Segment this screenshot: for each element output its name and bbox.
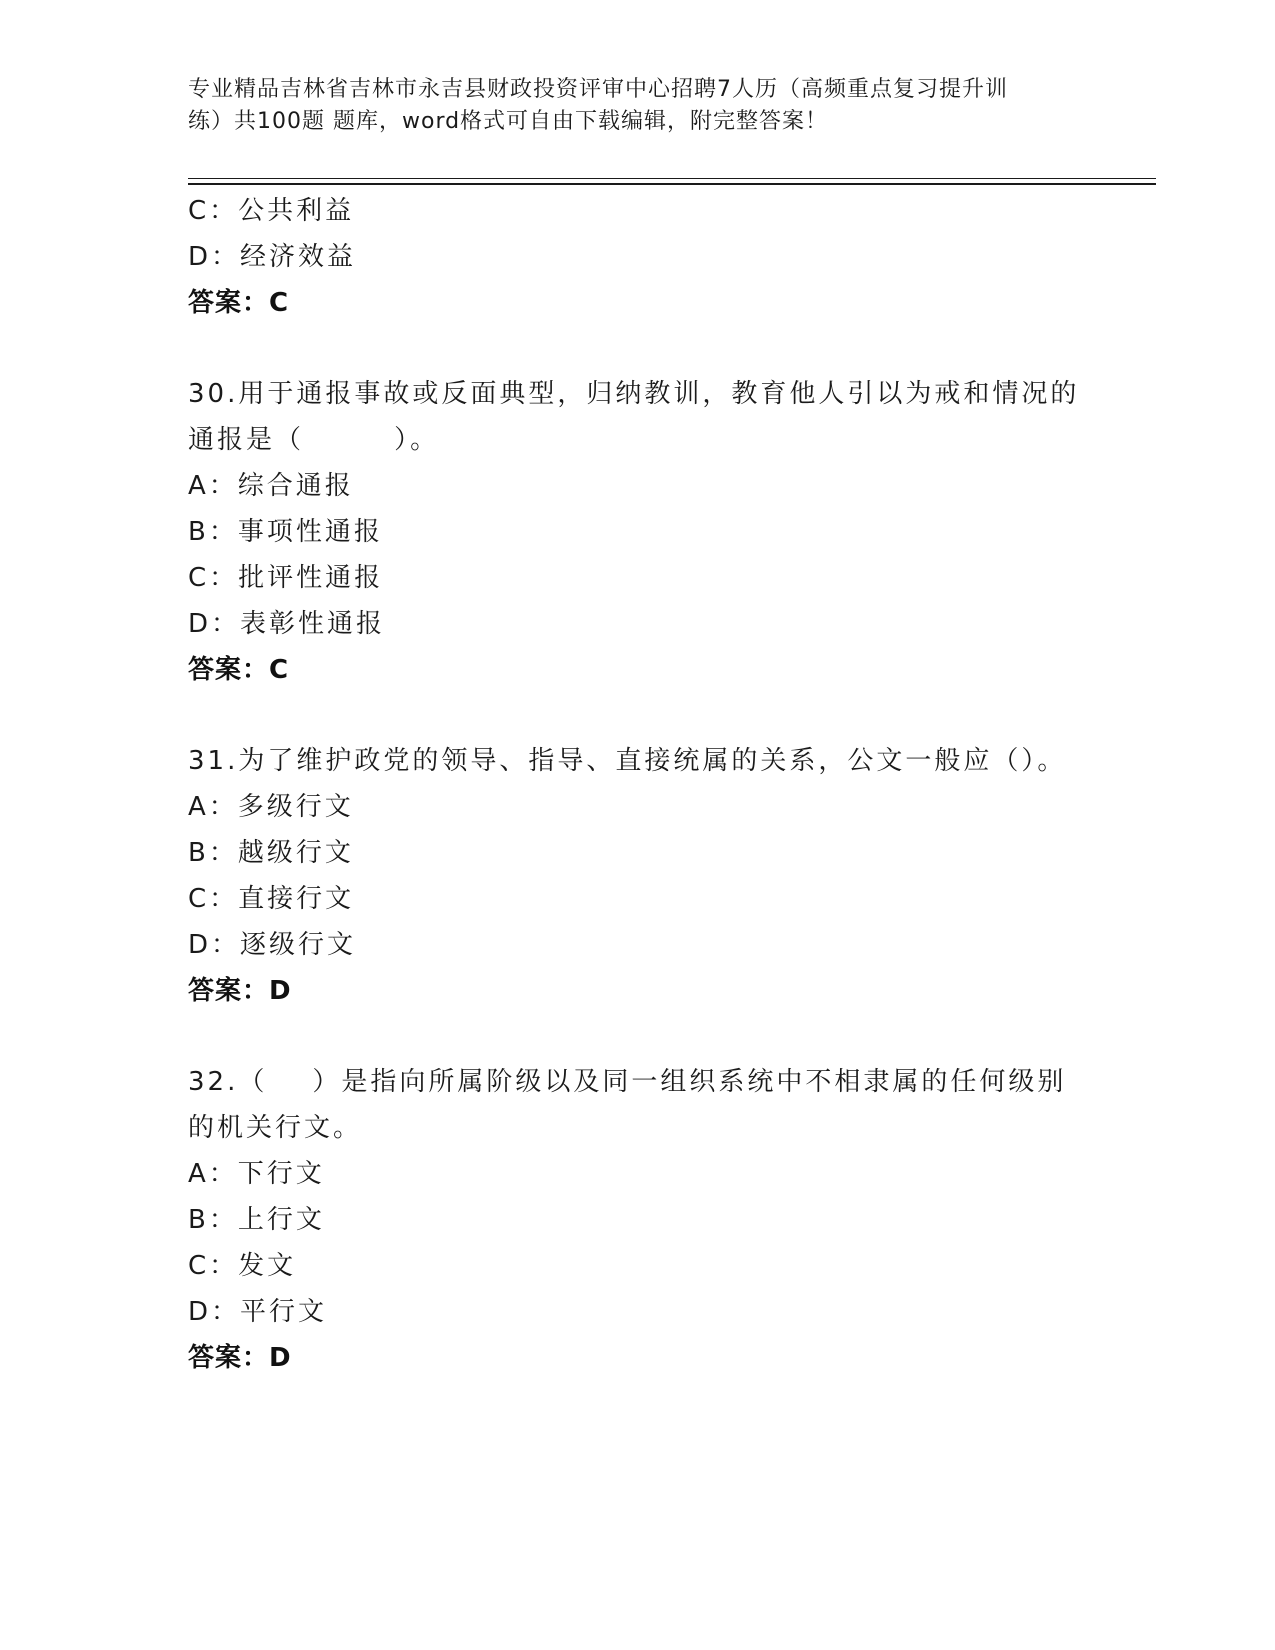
option-d: D：经济效益 (188, 242, 357, 272)
option-b: B：上行文 (188, 1205, 325, 1235)
header-line-1: 专业精品吉林省吉林市永吉县财政投资评审中心招聘7人历（高频重点复习提升训 (188, 77, 1008, 102)
question-30 (188, 371, 1088, 693)
spacer (188, 693, 1088, 738)
option-c: C：批评性通报 (188, 563, 384, 593)
carry-over-question (188, 188, 1088, 326)
option-b: B：越级行文 (188, 838, 354, 868)
answer-label: 答案：C (188, 655, 290, 685)
option-a: A：综合通报 (188, 471, 354, 501)
option-a: A：多级行文 (188, 792, 354, 822)
header-line-2: 练）共100题 题库，word格式可自由下载编辑，附完整答案！ (188, 109, 829, 134)
option-c: C：直接行文 (188, 884, 355, 914)
question-stem-line: 30.用于通报事故或反面典型，归纳教训，教育他人引以为戒和情况的 (188, 379, 1080, 409)
question-stem-line: 31.为了维护政党的领导、指导、直接统属的关系，公文一般应（）。 (188, 746, 1067, 776)
answer-label: 答案：C (188, 288, 290, 318)
option-a: A：下行文 (188, 1159, 325, 1189)
option-d: D：表彰性通报 (188, 609, 386, 639)
question-32 (188, 1059, 1088, 1381)
option-b: B：事项性通报 (188, 517, 383, 547)
option-d: D：平行文 (188, 1297, 328, 1327)
option-c: C：公共利益 (188, 196, 355, 226)
question-stem-line: 的机关行文。 (188, 1113, 363, 1143)
option-c: C：发文 (188, 1251, 297, 1281)
option-d: D：逐级行文 (188, 930, 357, 960)
spacer (188, 326, 1088, 371)
answer-label: 答案：D (188, 1343, 292, 1373)
answer-label: 答案：D (188, 976, 292, 1006)
question-stem-line: 通报是（ ）。 (188, 425, 440, 455)
question-stem-line: 32.（ ）是指向所属阶级以及同一组织系统中不相隶属的任何级别 (188, 1067, 1067, 1097)
page-header (188, 74, 1088, 138)
question-31 (188, 738, 1088, 1014)
header-divider (188, 178, 1156, 185)
document-body (188, 188, 1088, 1381)
spacer (188, 1014, 1088, 1059)
